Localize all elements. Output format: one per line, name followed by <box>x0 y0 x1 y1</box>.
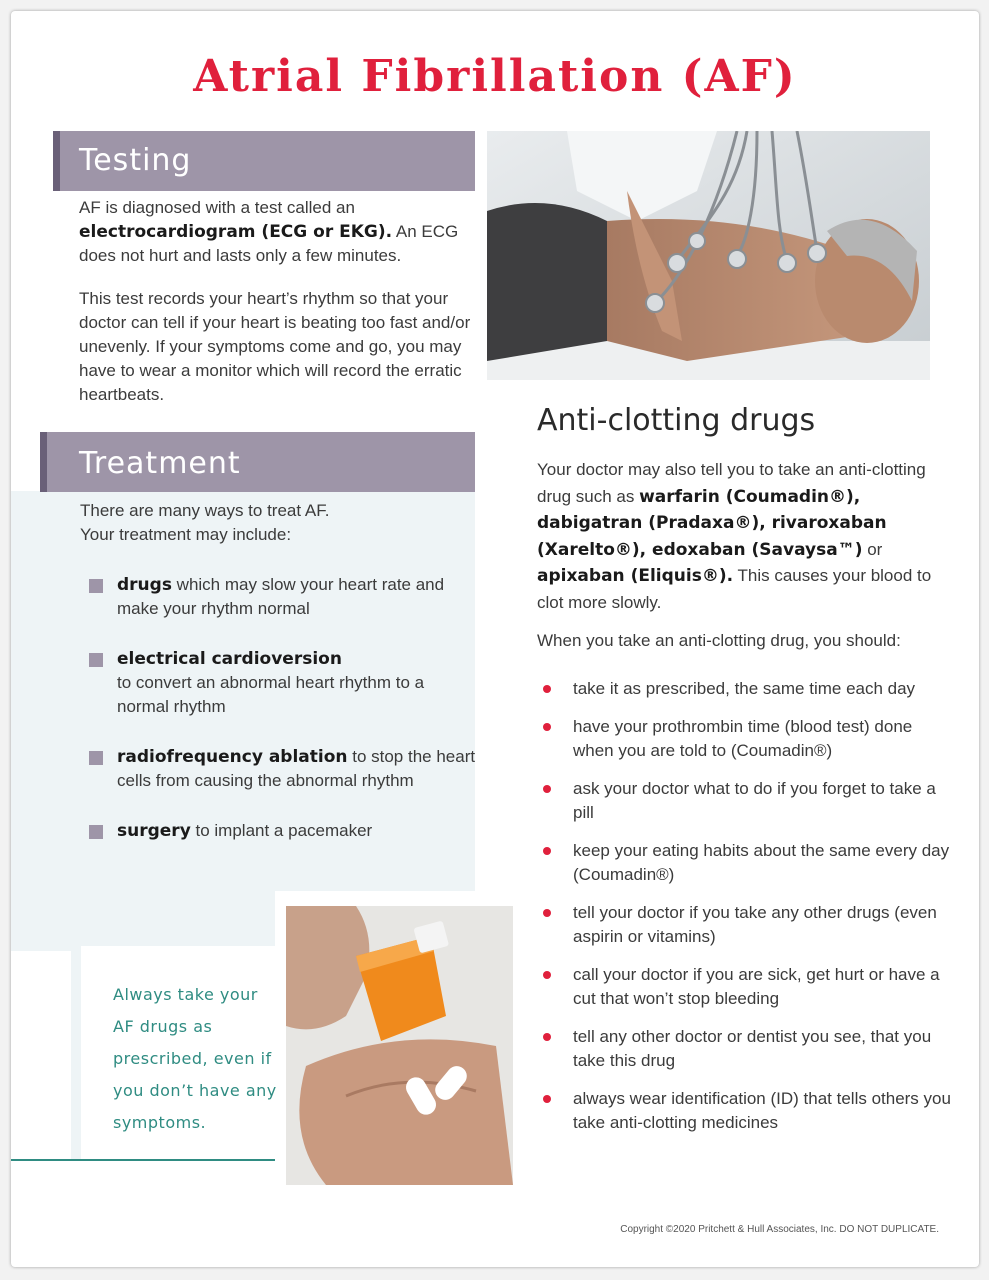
treatment-item-text: to convert an abnormal heart rhythm to a normal rhythm <box>117 673 425 716</box>
anticlotting-item-text: tell any other doctor or dentist you see, that you take this drug <box>573 1027 932 1070</box>
copyright-notice: Copyright ©2020 Pritchett & Hull Associates, Inc. DO NOT DUPLICATE. <box>620 1224 939 1235</box>
bullet-dot-icon <box>543 785 551 793</box>
pills-photo <box>286 906 513 1185</box>
pills-photo-illustration <box>286 906 513 1185</box>
anticlotting-item-text: tell your doctor if you take any other drugs (even aspirin or vitamins) <box>573 903 937 946</box>
anticlotting-item <box>537 677 957 701</box>
callout-text: Always take your AF drugs as prescribed, even if you don’t have any symptoms. <box>113 985 277 1132</box>
testing-p1-text-2: An ECG does not hurt and lasts only a few minutes. <box>79 222 459 265</box>
ecg-photo <box>487 131 930 380</box>
anticlotting-item-text: take it as prescribed, the same time each day <box>573 679 916 698</box>
anticlotting-drug-names: warfarin (Coumadin®), dabigatran (Pradaxa®), rivaroxaban (Xarelto®), edoxaban (Savaysa™) <box>537 486 887 560</box>
testing-p1-text: AF is diagnosed with a test called an <box>79 198 355 217</box>
anticlotting-item-text: call your doctor if you are sick, get hurt or have a cut that won’t stop bleeding <box>573 965 940 1008</box>
anticlotting-p1-text: Your doctor may also tell you to take an anti-clotting drug such as <box>537 460 926 506</box>
treatment-item <box>87 745 477 793</box>
anticlotting-item <box>537 901 957 949</box>
anticlotting-item <box>537 715 957 763</box>
square-bullet-icon <box>89 579 103 593</box>
anticlotting-list <box>537 677 957 1149</box>
handout-page <box>11 11 979 1267</box>
treatment-item-bold: radiofrequency ablation <box>117 747 348 767</box>
treatment-item <box>87 573 477 621</box>
treatment-item-text: which may slow your heart rate and make your rhythm normal <box>117 575 445 618</box>
treatment-item <box>87 647 477 719</box>
testing-paragraph-1 <box>79 196 469 268</box>
square-bullet-icon <box>89 653 103 667</box>
bullet-dot-icon <box>543 685 551 693</box>
bullet-dot-icon <box>543 723 551 731</box>
anticlotting-item-text: ask your doctor what to do if you forget to take a pill <box>573 779 936 822</box>
anticlotting-item-text: have your prothrombin time (blood test) done when you are told to (Coumadin®) <box>573 717 913 760</box>
testing-p1-bold: electrocardiogram (ECG or EKG). <box>79 222 393 242</box>
callout-divider <box>11 1159 275 1161</box>
anticlotting-paragraph-1 <box>537 457 952 616</box>
anticlotting-item-text: always wear identification (ID) that tells others you take anti-clotting medicines <box>573 1089 951 1132</box>
treatment-item <box>87 819 477 843</box>
page-title: Atrial Fibrillation (AF) <box>193 51 797 102</box>
testing-heading: Testing <box>79 143 192 178</box>
anticlotting-item <box>537 1025 957 1073</box>
treatment-intro <box>80 499 470 547</box>
bullet-dot-icon <box>543 1095 551 1103</box>
treatment-item-bold: electrical cardioversion <box>117 649 342 669</box>
anticlotting-p1-text-2: This causes your blood to clot more slowly. <box>537 566 932 612</box>
treatment-item-bold: drugs <box>117 575 172 595</box>
bullet-dot-icon <box>543 1033 551 1041</box>
ecg-photo-illustration <box>487 131 930 380</box>
testing-paragraph-2: This test records your heart’s rhythm so that your doctor can tell if your heart is beating too fast and/or unevenly. If your symptoms come and go, you may have to wear a monitor which will record the erratic heartbeats. <box>79 289 471 404</box>
anticlotting-item <box>537 839 957 887</box>
anticlotting-item <box>537 1087 957 1135</box>
anticlotting-heading: Anti-clotting drugs <box>537 403 816 438</box>
anticlotting-item <box>537 963 957 1011</box>
treatment-heading: Treatment <box>79 446 241 481</box>
anticlotting-paragraph-2: When you take an anti-clotting drug, you should: <box>537 631 901 650</box>
anticlotting-drug-name-last: apixaban (Eliquis®). <box>537 566 734 586</box>
treatment-item-text: to stop the heart cells from causing the abnormal rhythm <box>117 747 476 790</box>
square-bullet-icon <box>89 825 103 839</box>
bullet-dot-icon <box>543 971 551 979</box>
treatment-item-text: to implant a pacemaker <box>190 821 373 840</box>
bullet-dot-icon <box>543 847 551 855</box>
anticlotting-item-text: keep your eating habits about the same every day (Coumadin®) <box>573 841 950 884</box>
treatment-intro-line-2: Your treatment may include: <box>80 525 292 544</box>
square-bullet-icon <box>89 751 103 765</box>
treatment-intro-line-1: There are many ways to treat AF. <box>80 501 330 520</box>
anticlotting-p1-or: or <box>862 539 883 559</box>
anticlotting-item <box>537 777 957 825</box>
treatment-item-bold: surgery <box>117 821 191 841</box>
bullet-dot-icon <box>543 909 551 917</box>
treatment-list <box>87 573 477 869</box>
treatment-background-extension <box>11 891 275 951</box>
